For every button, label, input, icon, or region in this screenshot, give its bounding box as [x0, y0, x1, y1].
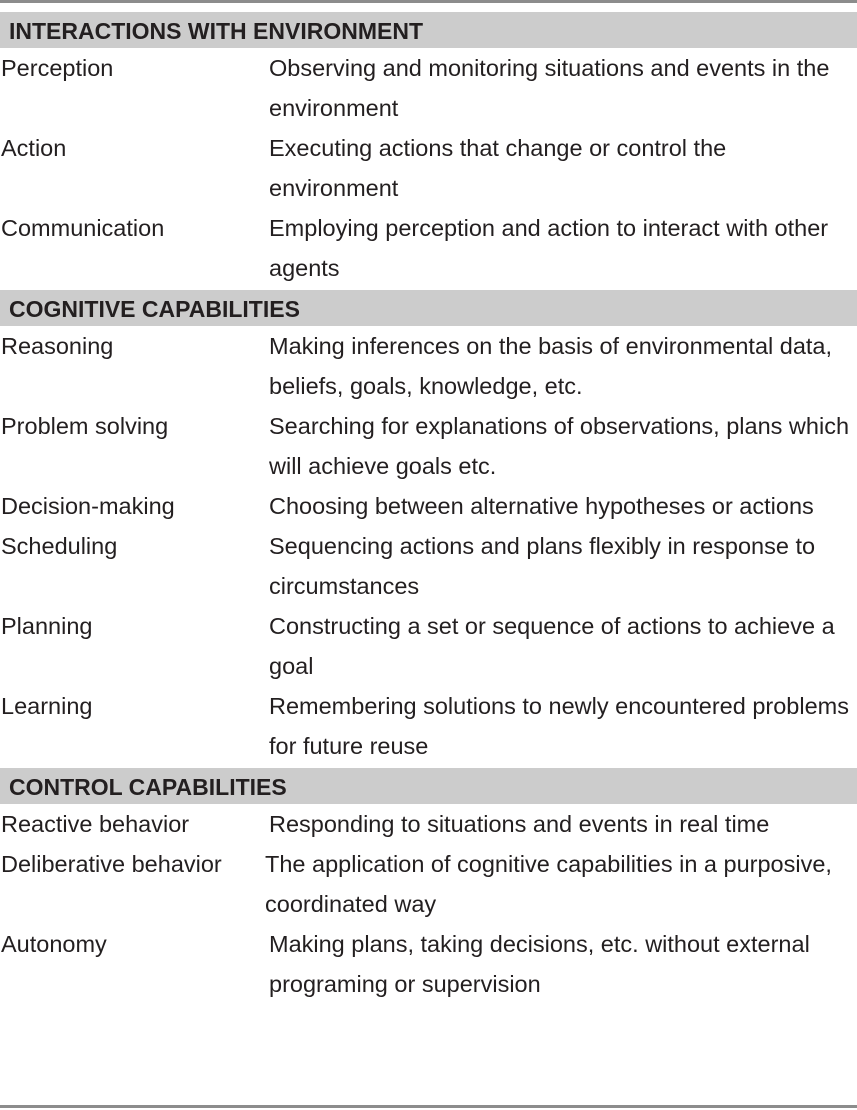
table-row	[0, 804, 857, 844]
table-row	[0, 924, 857, 1004]
description-cell: Making plans, taking decisions, etc. without external programing or supervision	[269, 931, 810, 997]
description-cell: Making inferences on the basis of environmental data, beliefs, goals, knowledge, etc.	[269, 333, 833, 399]
term-cell: Communication	[1, 215, 165, 241]
capabilities-table	[0, 12, 857, 1004]
term-cell: Reasoning	[1, 333, 114, 359]
table-bottom-rule	[0, 1105, 857, 1108]
term-cell: Perception	[1, 55, 114, 81]
table-row	[0, 844, 857, 924]
term-cell: Deliberative behavior	[1, 851, 222, 877]
section-header-cognitive: COGNITIVE CAPABILITIES	[0, 290, 857, 326]
description-cell: Responding to situations and events in real time	[269, 811, 770, 837]
term-cell: Action	[1, 135, 67, 161]
table-row	[0, 48, 857, 128]
description-cell: Constructing a set or sequence of actions to achieve a goal	[269, 613, 835, 679]
description-cell: Remembering solutions to newly encountered problems for future reuse	[269, 693, 849, 759]
term-cell: Learning	[1, 693, 93, 719]
table-row	[0, 686, 857, 766]
table-top-rule	[0, 0, 857, 3]
table-row	[0, 208, 857, 288]
table-row	[0, 606, 857, 686]
description-cell: The application of cognitive capabilities in a purposive, coordinated way	[265, 851, 832, 917]
table-row	[0, 326, 857, 406]
term-cell: Problem solving	[1, 413, 169, 439]
term-cell: Planning	[1, 613, 93, 639]
term-cell: Autonomy	[1, 931, 107, 957]
term-cell: Scheduling	[1, 533, 118, 559]
section-header-control: CONTROL CAPABILITIES	[0, 768, 857, 804]
description-cell: Choosing between alternative hypotheses or actions	[269, 493, 814, 519]
table-row	[0, 526, 857, 606]
table-row	[0, 486, 857, 526]
term-cell: Reactive behavior	[1, 811, 190, 837]
table-row	[0, 128, 857, 208]
term-cell: Decision-making	[1, 493, 175, 519]
description-cell: Executing actions that change or control the environment	[269, 135, 727, 201]
description-cell: Searching for explanations of observations, plans which will achieve goals etc.	[269, 413, 850, 479]
section-header-interactions: INTERACTIONS WITH ENVIRONMENT	[0, 12, 857, 48]
description-cell: Employing perception and action to interact with other agents	[269, 215, 829, 281]
description-cell: Observing and monitoring situations and events in the environment	[269, 55, 830, 121]
description-cell: Sequencing actions and plans flexibly in response to circumstances	[269, 533, 816, 599]
table-row	[0, 406, 857, 486]
